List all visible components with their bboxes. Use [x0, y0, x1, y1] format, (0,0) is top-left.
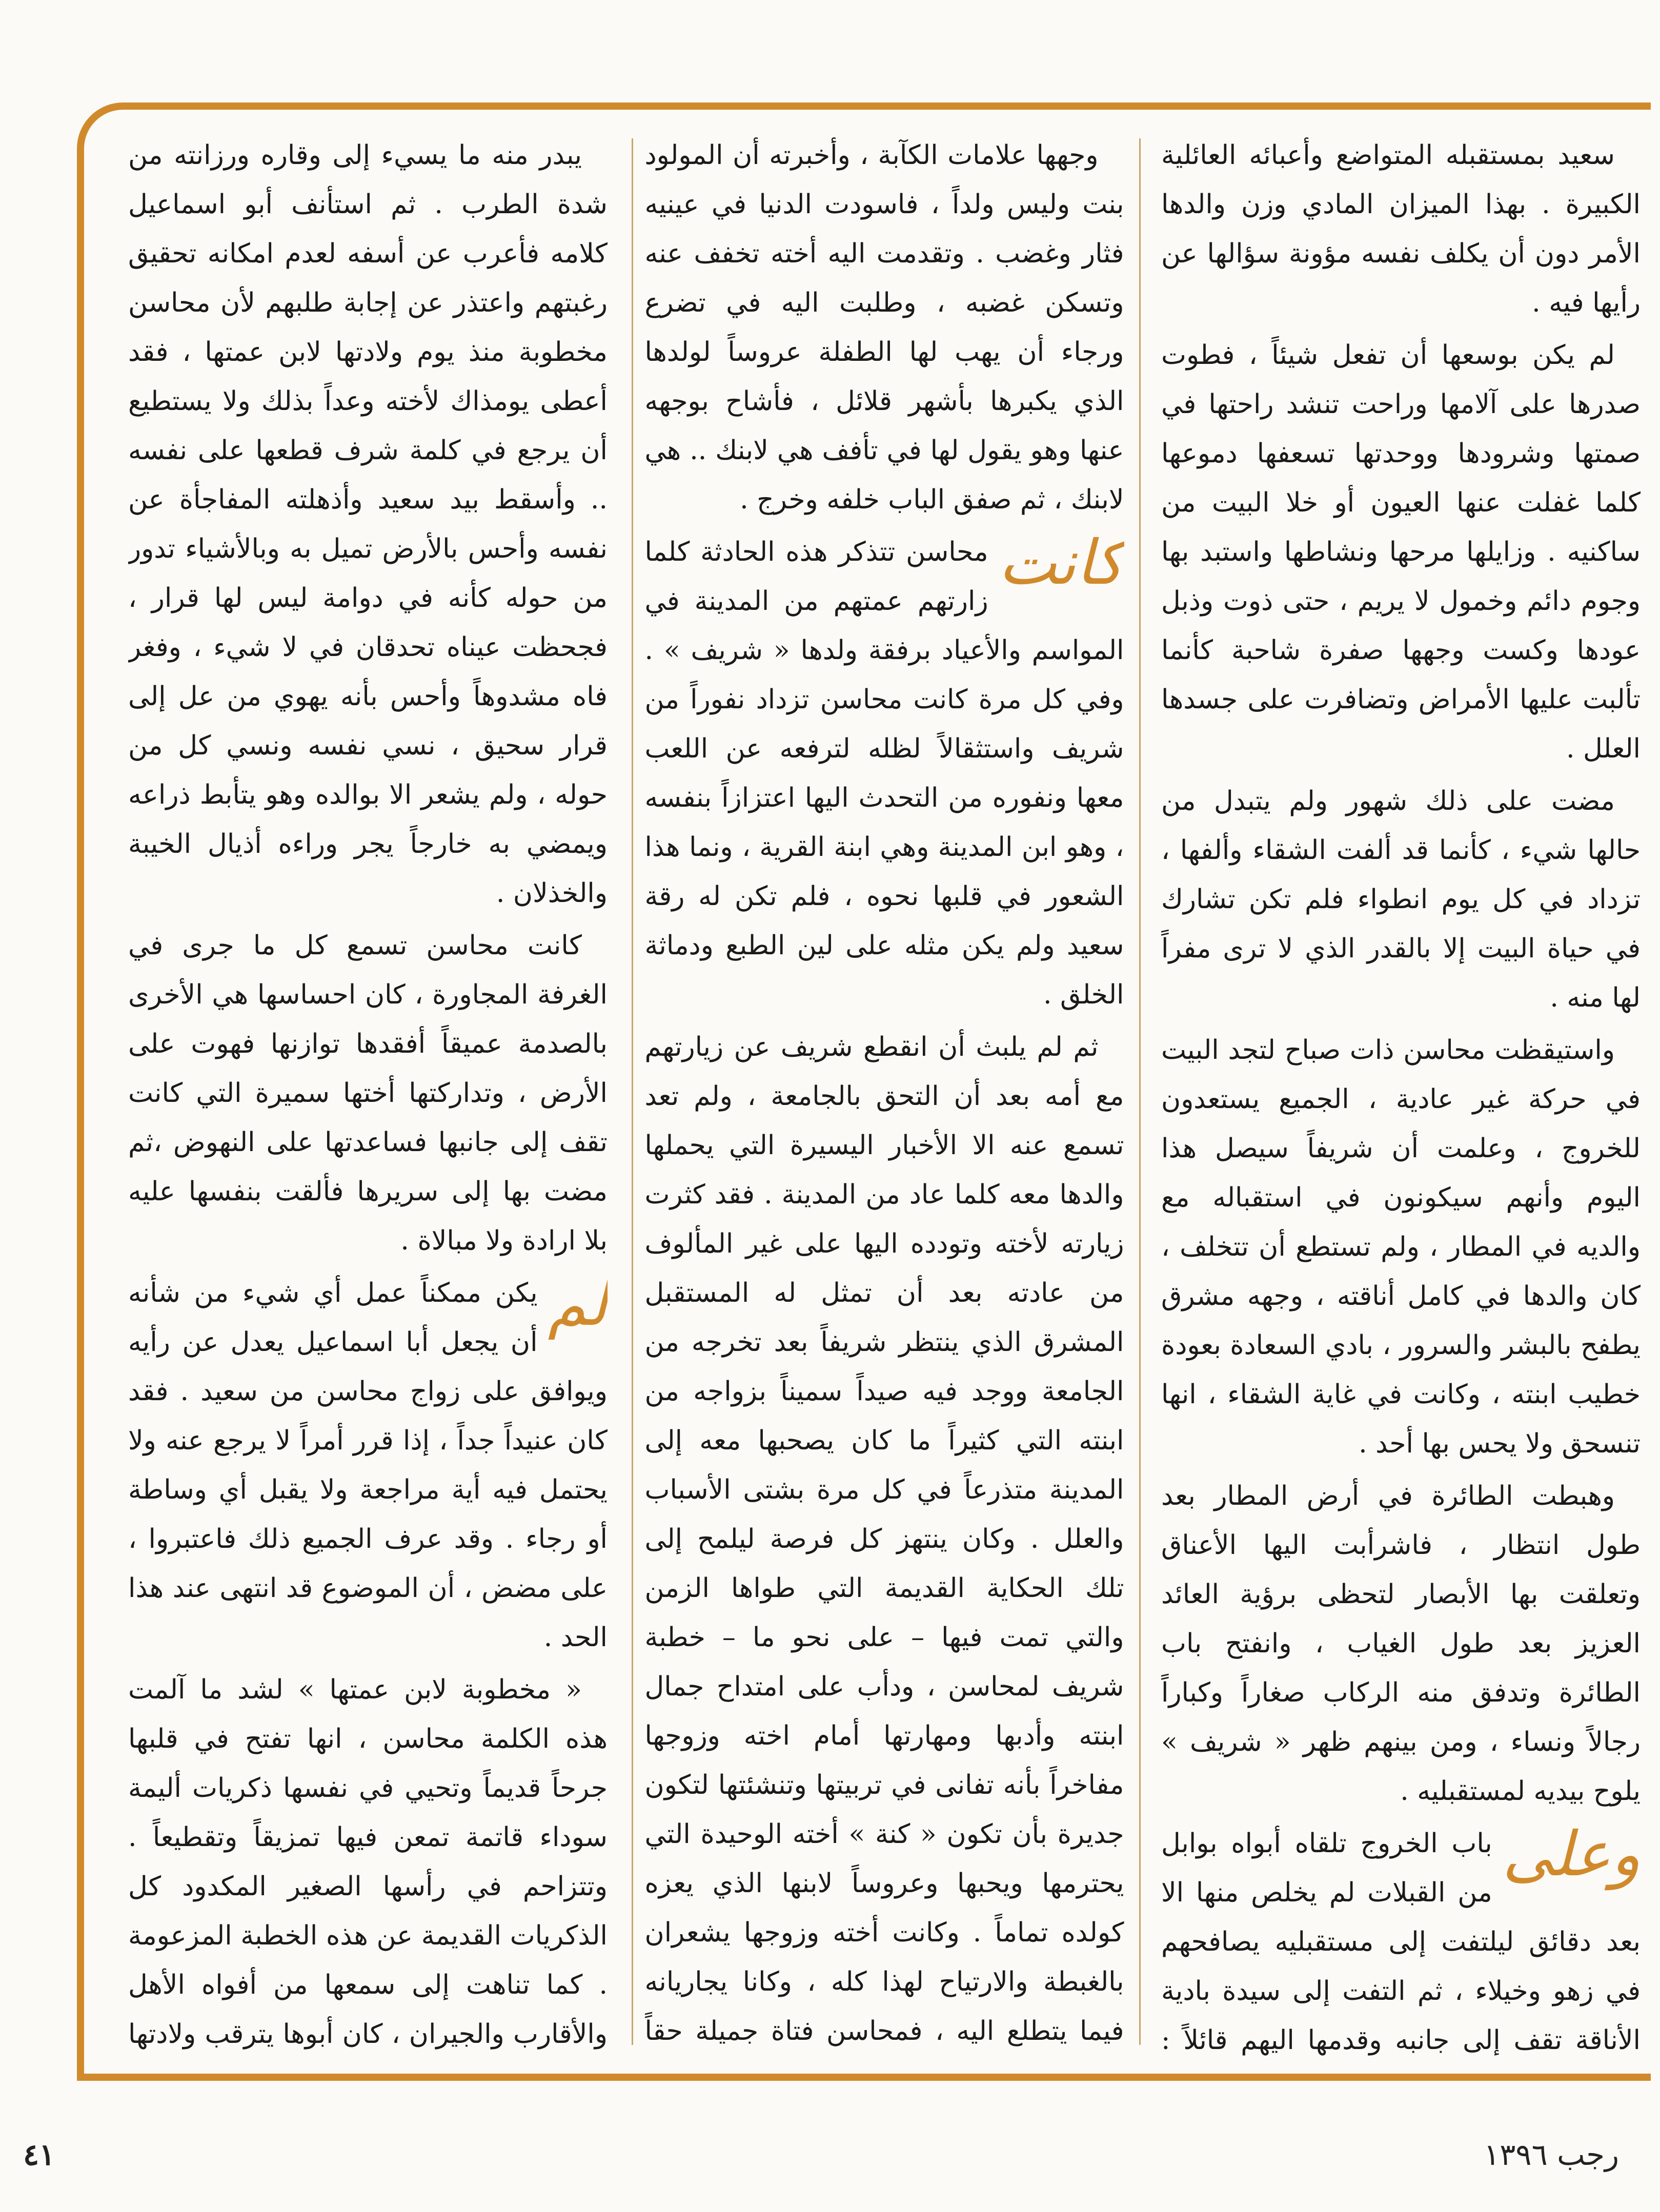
paragraph: لم يكن بوسعها أن تفعل شيئاً ، فطوت صدرها على آلامها وراحت تنشد راحتها في صمتها وشرودها ووحدتها تسعفها دموعها كلما غفلت عنها العيون أو خلا البيت من ساكنيه . وزايلها مرحها ونشاطها واستبد بها وجوم دائم وخمول لا يريم ، حتى ذوت وذبل عودها وكست وجهها صفرة شاحبة كأنما تألبت عليها الأمراض وتضافرت على جسدها العلل .	[1161, 340, 1641, 764]
paragraph	[1161, 1819, 1641, 2058]
issue-date: رجب ١٣٩٦	[1484, 2137, 1619, 2172]
paragraph: مضت على ذلك شهور ولم يتبدل من حالها شيء ، كأنما قد ألفت الشقاء وألفها ، تزداد في كل يوم انطواء فلم تكن تشارك في حياة البيت إلا بالقدر الذي لا ترى مفراً لها منه .	[1161, 786, 1641, 1013]
column-left	[1161, 131, 1641, 2058]
article-body	[128, 131, 1641, 2058]
drop-word: وعلى	[1502, 1819, 1641, 1890]
drop-word: لم	[548, 1268, 608, 1340]
paragraph: « مخطوبة لابن عمتها » لشد ما آلمت هذه الكلمة محاسن ، انها تفتح في قلبها جرحاً قديماً وتحيي في نفسها ذكريات أليمة سوداء قاتمة تمعن فيها تمزيقاً وتقطيعاً . وتتزاحم في رأسها الصغير المكدود كل الذكريات القديمة عن هذه الخطبة المزعومة . كما تناهت إلى سمعها من أفواه الأهل والأقارب والجيران ، كان أبوها يترقب ولادتها	[128, 1674, 608, 2050]
paragraph	[128, 1268, 608, 1662]
paragraph: يبدر منه ما يسيء إلى وقاره ورزانته من شدة الطرب . ثم استأنف أبو اسماعيل كلامه فأعرب عن أسفه لعدم امكانه تحقيق رغبتهم واعتذر عن إجابة طلبهم لأن محاسن مخطوبة منذ يوم ولادتها لابن عمتها ، فقد أعطى يومذاك لأخته وعداً بذلك ولا يستطيع أن يرجع في كلمة شرف قطعها على نفسه .. وأسقط بيد سعيد وأذهلته المفاجأة عن نفسه وأحس بالأرض تميل به وبالأشياء تدور من حوله كأنه في دوامة ليس لها قرار ، فجحظت عيناه تحدقان في لا شيء ، وفغر فاه مشدوهاً وأحس بأنه يهوي من عل إلى قرار سحيق ، نسي نفسه ونسي كل من حوله ، ولم يشعر الا بوالده وهو يتأبط ذراعه ويمضي به خارجاً يجر وراءه أذيال الخيبة والخذلان .	[128, 140, 608, 909]
paragraph: وجهها علامات الكآبة ، وأخبرته أن المولود بنت وليس ولداً ، فاسودت الدنيا في عينيه فثار وغضب . وتقدمت اليه أخته تخفف عنه وتسكن غضبه ، وطلبت اليه في تضرع ورجاء أن يهب لها الطفلة عروساً لولدها الذي يكبرها بأشهر قلائل ، فأشاح بوجهه عنها وهو يقول لها في تأفف هي لابنك .. هي لابنك ، ثم صفق الباب خلفه وخرج .	[644, 140, 1124, 515]
page-number: ٤١	[23, 2137, 55, 2172]
paragraph-text: يكن ممكناً عمل أي شيء من شأنه أن يجعل أبا اسماعيل يعدل عن رأيه ويوافق على زواج محاسن من سعيد . فقد كان عنيداً جداً ، إذا قرر أمراً لا يرجع عنه ولا يحتمل فيه أية مراجعة ولا يقبل أي وساطة أو رجاء . وقد عرف الجميع ذلك فاعتبروا ، على مضض ، أن الموضوع قد انتهى عند هذا الحد .	[128, 1278, 608, 1653]
paragraph: واستيقظت محاسن ذات صباح لتجد البيت في حركة غير عادية ، الجميع يستعدون للخروج ، وعلمت أن شريفاً سيصل هذا اليوم وأنهم سيكونون في استقباله مع والديه في المطار ، ولم تستطع أن تتخلف ، كان والدها في كامل أناقته ، وجهه مشرق يطفح بالبشر والسرور ، بادي السعادة بعودة خطيب ابنته ، وكانت في غاية الشقاء ، انها تنسحق ولا يحس بها أحد .	[1161, 1035, 1641, 1459]
paragraph	[645, 527, 1124, 1019]
drop-word: كانت	[998, 527, 1124, 599]
paragraph-text: باب الخروج تلقاه أبواه بوابل من القبلات لم يخلص منها الا بعد دقائق ليلتفت إلى مستقبليه يصافحهم في زهو وخيلاء ، ثم التفت إلى سيدة بادية الأناقة تقف إلى جانبه وقدمها اليهم قائلاً :	[1161, 1828, 1641, 2056]
column-middle	[645, 131, 1124, 2058]
paragraph: وهبطت الطائرة في أرض المطار بعد طول انتظار ، فاشرأبت اليها الأعناق وتعلقت بها الأبصار لتحظى برؤية العائد العزيز بعد طول الغياب ، وانفتح باب الطائرة وتدفق منه الركاب صغاراً وكباراً رجالاً ونساء ، ومن بينهم ظهر « شريف » يلوح بيديه لمستقبليه .	[1161, 1481, 1641, 1807]
paragraph: ثم لم يلبث أن انقطع شريف عن زيارتهم مع أمه بعد أن التحق بالجامعة ، ولم تعد تسمع عنه الا الأخبار اليسيرة التي يحملها والدها معه كلما عاد من المدينة . فقد كثرت زيارته لأخته وتودده اليها على غير المألوف من عادته بعد أن تمثل له المستقبل المشرق الذي ينتظر شريفاً بعد تخرجه من الجامعة ووجد فيه صيداً سميناً بزواجه من ابنته التي كثيراً ما كان يصحبها معه إلى المدينة متذرعاً في كل مرة بشتى الأسباب والعلل . وكان ينتهز كل فرصة ليلمح إلى تلك الحكاية القديمة التي طواها الزمن والتي تمت فيها – على نحو ما – خطبة شريف لمحاسن ، ودأب على امتداح جمال ابنته وأدبها ومهارتها أمام اخته وزوجها مفاخراً بأنه تفانى في تربيتها وتنشئتها لتكون جديرة بأن تكون « كنة » أخته الوحيدة التي يحترمها ويحبها وعروساً لابنها الذي يعزه كولده تماماً . وكانت أخته وزوجها يشعران بالغبطة والارتياح لهذا كله ، وكانا يجاريانه فيما يتطلع اليه ، فمحاسن فتاة جميلة حقاً	[644, 1032, 1124, 2046]
paragraph: كانت محاسن تسمع كل ما جرى في الغرفة المجاورة ، كان احساسها هي الأخرى بالصدمة عميقاً أفقدها توازنها فهوت على الأرض ، وتداركتها أختها سميرة التي كانت تقف إلى جانبها فساعدتها على النهوض ،ثم مضت بها إلى سريرها فألقت بنفسها عليه بلا ارادة ولا مبالاة .	[128, 930, 608, 1256]
paragraph: سعيد بمستقبله المتواضع وأعبائه العائلية الكبيرة . بهذا الميزان المادي وزن والدها الأمر دون أن يكلف نفسه مؤونة سؤالها عن رأيها فيه .	[1161, 140, 1641, 318]
column-right	[128, 131, 608, 2058]
paragraph-text: محاسن تتذكر هذه الحادثة كلما زارتهم عمتهم من المدينة في المواسم والأعياد برفقة ولدها « شريف » . وفي كل مرة كانت محاسن تزداد نفوراً من شريف واستثقالاً لظله لترفعه عن اللعب معها ونفوره من التحدث اليها اعتزازاً بنفسه ، وهو ابن المدينة وهي ابنة القرية ، ونما هذا الشعور في قلبها نحوه ، فلم تكن له رقة سعيد ولم يكن مثله على لين الطبع ودماثة الخلق .	[644, 537, 1124, 1010]
